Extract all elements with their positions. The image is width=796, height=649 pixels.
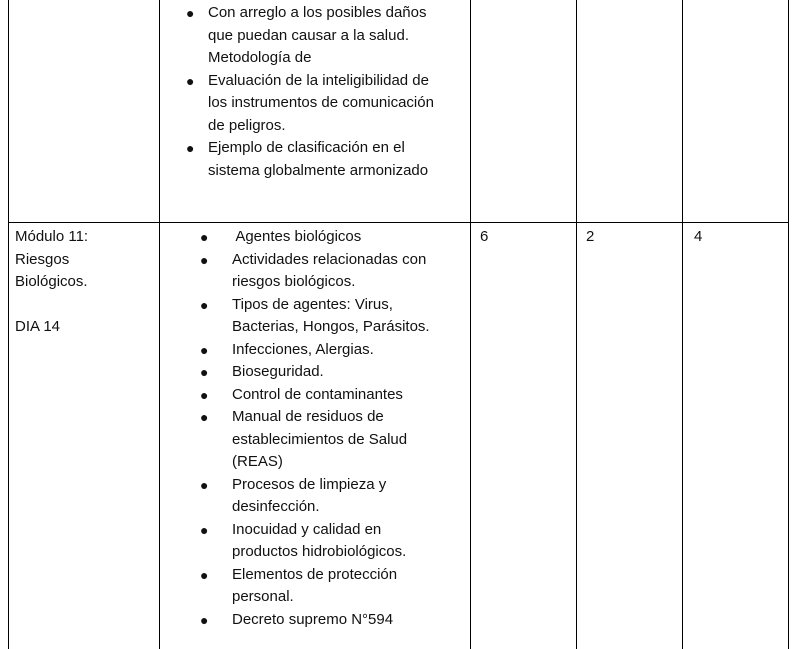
list-item bbox=[200, 249, 468, 294]
row2-topic-list bbox=[200, 226, 468, 631]
row2-topics-cell bbox=[200, 226, 468, 631]
column-line-1 bbox=[8, 0, 9, 649]
topic-line: Procesos de limpieza y bbox=[232, 475, 387, 493]
bullet-icon: ● bbox=[200, 611, 209, 628]
list-item bbox=[200, 609, 468, 632]
list-item bbox=[200, 226, 468, 249]
topic-line: Decreto supremo N°594 bbox=[232, 610, 394, 628]
topic-line: Metodología de bbox=[208, 49, 312, 66]
list-item bbox=[200, 294, 468, 339]
bullet-icon: ● bbox=[200, 296, 209, 313]
topic-line: Agentes biológicos bbox=[232, 228, 362, 245]
topic-line: Actividades relacionadas con bbox=[232, 250, 427, 268]
topic-line: Con arreglo a los posibles daños bbox=[208, 4, 427, 21]
topic-line: Bacterias, Hongos, Parásitos. bbox=[232, 318, 430, 335]
list-item bbox=[186, 70, 466, 138]
bullet-icon: ● bbox=[200, 364, 209, 380]
list-item bbox=[200, 564, 468, 609]
topic-line: Bioseguridad. bbox=[232, 363, 324, 380]
topic-line: Control de contaminantes bbox=[232, 385, 403, 403]
bullet-icon: ● bbox=[200, 251, 209, 268]
bullet-icon: ● bbox=[200, 521, 209, 538]
topic-line: productos hidrobiológicos. bbox=[232, 543, 407, 560]
list-item bbox=[186, 137, 466, 182]
topic-line: Manual de residuos de bbox=[232, 408, 384, 425]
topic-line: desinfección. bbox=[232, 498, 320, 515]
row1-topic-list bbox=[186, 2, 466, 182]
row1-topics-cell bbox=[186, 2, 466, 182]
column-line-6 bbox=[788, 0, 789, 649]
topic-line: establecimientos de Salud bbox=[232, 430, 408, 448]
topic-line: sistema globalmente armonizado bbox=[208, 161, 429, 179]
list-item bbox=[200, 474, 468, 519]
bullet-icon: ● bbox=[200, 341, 209, 358]
topic-line: riesgos biológicos. bbox=[232, 273, 356, 290]
hours-practice-cell: 4 bbox=[694, 228, 703, 245]
topic-line: Tipos de agentes: Virus, bbox=[232, 295, 393, 313]
module-title-line: Riesgos bbox=[15, 250, 70, 268]
list-item bbox=[186, 2, 466, 70]
list-item bbox=[200, 361, 468, 384]
module-title-line: Biológicos. bbox=[15, 273, 88, 290]
bullet-icon: ● bbox=[200, 409, 209, 425]
topic-line: personal. bbox=[232, 588, 294, 605]
topic-line: Evaluación de la inteligibilidad de bbox=[208, 71, 429, 89]
list-item bbox=[200, 339, 468, 362]
list-item bbox=[200, 384, 468, 407]
list-item bbox=[200, 519, 468, 564]
column-line-2 bbox=[159, 0, 160, 649]
hours-theory-cell: 2 bbox=[586, 228, 595, 245]
bullet-icon: ● bbox=[200, 229, 209, 245]
row-divider bbox=[8, 222, 789, 223]
bullet-icon: ● bbox=[200, 386, 209, 403]
topic-line: de peligros. bbox=[208, 116, 286, 134]
topic-line: Ejemplo de clasificación en el bbox=[208, 139, 405, 156]
bullet-icon: ● bbox=[186, 5, 195, 21]
bullet-icon: ● bbox=[200, 476, 209, 493]
topic-line: Elementos de protección bbox=[232, 565, 398, 583]
column-line-3 bbox=[470, 0, 471, 649]
topic-line: los instrumentos de comunicación bbox=[208, 94, 434, 111]
day-label: DIA 14 bbox=[15, 317, 61, 335]
bullet-icon: ● bbox=[186, 72, 195, 89]
topic-line: (REAS) bbox=[232, 453, 283, 470]
module-title-line: Módulo 11: bbox=[15, 228, 89, 245]
list-item bbox=[200, 406, 468, 474]
bullet-icon: ● bbox=[186, 140, 195, 156]
bullet-icon: ● bbox=[200, 566, 209, 583]
hours-total-cell: 6 bbox=[480, 228, 489, 245]
topic-line: Inocuidad y calidad en bbox=[232, 520, 382, 538]
topic-line: Infecciones, Alergias. bbox=[232, 340, 374, 358]
column-line-4 bbox=[576, 0, 577, 649]
module-cell bbox=[15, 226, 155, 338]
topic-line: que puedan causar a la salud. bbox=[208, 26, 409, 44]
column-line-5 bbox=[682, 0, 683, 649]
